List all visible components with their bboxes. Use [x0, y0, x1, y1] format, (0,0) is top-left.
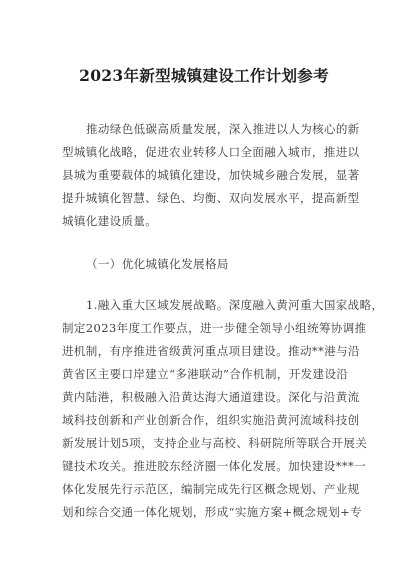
document-title: 2023年新型城镇建设工作计划参考 — [79, 66, 329, 85]
body-line: 划和综合交通一体化规划，形成“实施方案+概念规划+专 — [62, 505, 363, 519]
body-line: 体化发展先行示范区，编制完成先行区概念规划、产业规 — [62, 482, 360, 496]
intro-paragraph — [62, 118, 360, 233]
body-line: 1.融入重大区域发展战略。深度融入黄河重大国家战略， — [86, 298, 384, 312]
body-line: 进机制，有序推进省级黄河重点项目建设。推动**港与沿 — [62, 344, 360, 358]
intro-line: 推动绿色低碳高质量发展，深入推进以人为核心的新 — [86, 122, 360, 136]
intro-line: 县城为重要载体的城镇化建设，加快城乡融合发展，显著 — [62, 168, 360, 182]
body-line: 黄省区主要口岸建立“多港联动”合作机制，开发建设沿 — [62, 367, 349, 381]
intro-line: 城镇化建设质量。 — [62, 214, 158, 228]
section-heading: （一）优化城镇化发展格局 — [86, 257, 229, 271]
body-line: 键技术攻关。推进胶东经济圈一体化发展。加快建设***一 — [62, 459, 367, 473]
intro-line: 提升城镇化智慧、绿色、均衡、双向发展水平，提高新型 — [62, 191, 360, 205]
body-line: 黄内陆港，积极融入沿黄达海大通道建设。深化与沿黄流 — [62, 390, 360, 404]
body-line: 新发展计划5项，支持企业与高校、科研院所等联合开展关 — [62, 436, 368, 450]
body-line: 域科技创新和产业创新合作，组织实施沿黄河流域科技创 — [62, 413, 360, 427]
intro-line: 型城镇化战略，促进农业转移人口全面融入城市，推进以 — [62, 145, 360, 159]
body-line: 制定2023年度工作要点，进一步健全领导小组统筹协调推 — [62, 321, 367, 335]
body-paragraph — [62, 294, 384, 524]
